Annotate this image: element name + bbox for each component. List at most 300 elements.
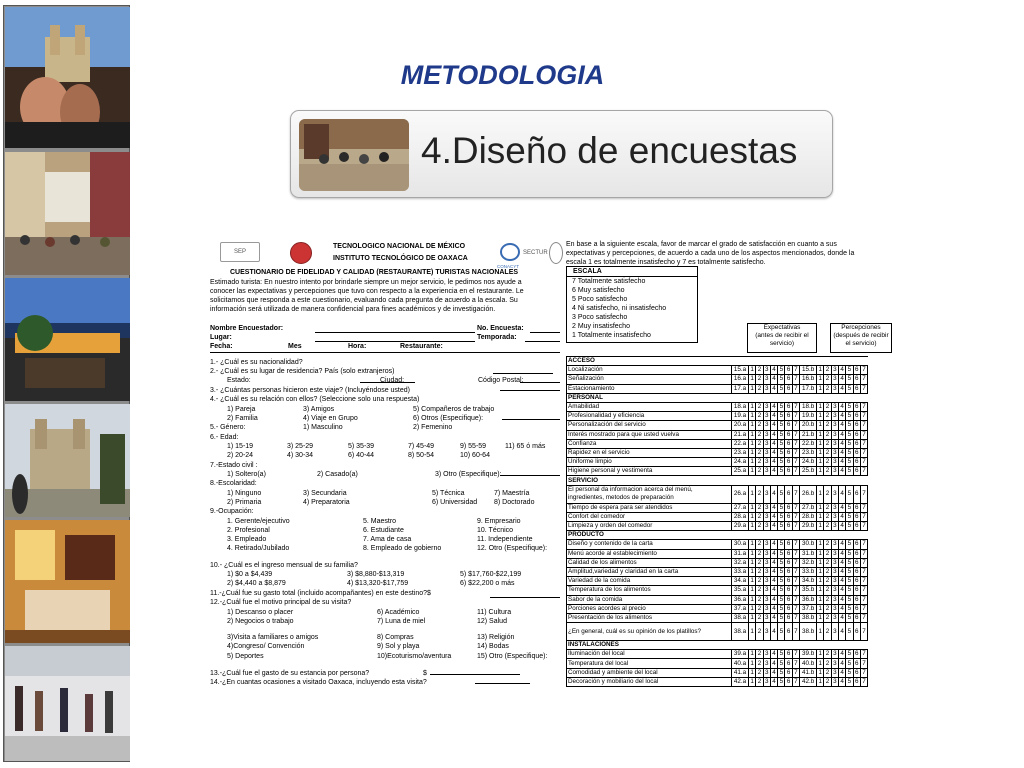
rating-cell[interactable]: 1	[818, 668, 822, 676]
rating-cell[interactable]: 3	[833, 577, 837, 585]
rating-cell[interactable]: 5	[779, 558, 784, 566]
rating-cell[interactable]: 1	[750, 613, 754, 621]
answer-line[interactable]	[520, 382, 560, 383]
rating-cell[interactable]: 3	[764, 448, 769, 456]
rating-cell[interactable]: 7	[794, 384, 798, 392]
rating-cell[interactable]: 1	[750, 604, 754, 612]
rating-cell[interactable]: 4	[840, 503, 844, 511]
rating-cell[interactable]: 7	[862, 558, 866, 566]
rating-cell[interactable]: 3	[833, 366, 837, 374]
rating-cell[interactable]: 4	[840, 430, 844, 438]
rating-cell[interactable]: 6	[786, 439, 791, 447]
rating-cell[interactable]: 4	[838, 485, 845, 503]
rating-cell[interactable]: 4	[840, 522, 844, 530]
rating-cell[interactable]: 3	[764, 384, 769, 392]
rating-cell[interactable]: 5	[779, 549, 784, 557]
rating-cell[interactable]: 5	[847, 512, 852, 520]
rating-cell[interactable]: 2	[757, 458, 762, 466]
rating-cell[interactable]: 7	[792, 623, 799, 641]
rating-cell[interactable]: 4	[772, 549, 776, 557]
rating-cell[interactable]: 2	[824, 623, 831, 641]
rating-cell[interactable]: 2	[757, 467, 762, 475]
rating-cell[interactable]: 5	[847, 412, 852, 420]
rating-cell[interactable]: 6	[853, 623, 860, 641]
lugar-line[interactable]	[315, 341, 475, 342]
rating-cell[interactable]: 5	[779, 659, 784, 667]
rating-cell[interactable]: 5	[847, 613, 852, 621]
rating-cell[interactable]: 5	[779, 448, 784, 456]
rating-cell[interactable]: 4	[840, 668, 844, 676]
rating-cell[interactable]: 2	[757, 439, 762, 447]
rating-cell[interactable]: 6	[786, 384, 791, 392]
rating-cell[interactable]: 6	[785, 623, 792, 641]
rating-cell[interactable]: 3	[831, 485, 838, 503]
rating-cell[interactable]: 4	[840, 595, 844, 603]
rating-cell[interactable]: 4	[840, 659, 844, 667]
rating-cell[interactable]: 7	[794, 604, 798, 612]
rating-cell[interactable]: 7	[862, 613, 866, 621]
rating-cell[interactable]: 7	[862, 458, 866, 466]
rating-cell[interactable]: 7	[862, 384, 866, 392]
rating-cell[interactable]: 1	[750, 430, 754, 438]
rating-cell[interactable]: 5	[847, 458, 852, 466]
rating-cell[interactable]: 6	[854, 366, 859, 374]
rating-cell[interactable]: 5	[847, 448, 852, 456]
rating-cell[interactable]: 1	[750, 568, 754, 576]
rating-cell[interactable]: 6	[786, 522, 791, 530]
rating-cell[interactable]: 1	[818, 540, 822, 548]
rating-cell[interactable]: 3	[763, 485, 770, 503]
rating-cell[interactable]: 2	[757, 549, 762, 557]
rating-cell[interactable]: 5	[847, 549, 852, 557]
rating-cell[interactable]: 6	[854, 448, 859, 456]
rating-cell[interactable]: 3	[764, 549, 769, 557]
rating-cell[interactable]: 3	[764, 512, 769, 520]
rating-cell[interactable]: 2	[757, 668, 762, 676]
answer-line[interactable]	[500, 390, 560, 391]
rating-cell[interactable]: 2	[757, 522, 762, 530]
rating-cell[interactable]: 1	[750, 503, 754, 511]
rating-cell[interactable]: 2	[825, 558, 830, 566]
rating-cell[interactable]: 6	[854, 604, 859, 612]
rating-cell[interactable]: 5	[779, 375, 784, 383]
rating-cell[interactable]: 7	[794, 448, 798, 456]
rating-cell[interactable]: 3	[764, 659, 769, 667]
rating-cell[interactable]: 1	[818, 467, 822, 475]
rating-cell[interactable]: 5	[779, 467, 784, 475]
rating-cell[interactable]: 2	[757, 558, 762, 566]
rating-cell[interactable]: 5	[847, 558, 852, 566]
rating-cell[interactable]: 2	[756, 623, 763, 641]
rating-cell[interactable]: 2	[825, 677, 830, 685]
rating-cell[interactable]: 7	[794, 403, 798, 411]
rating-cell[interactable]: 6	[786, 568, 791, 576]
rating-cell[interactable]: 5	[847, 604, 852, 612]
rating-cell[interactable]: 4	[772, 604, 776, 612]
rating-cell[interactable]: 4	[772, 650, 776, 658]
rating-cell[interactable]: 1	[818, 430, 822, 438]
rating-cell[interactable]: 7	[794, 503, 798, 511]
rating-cell[interactable]: 4	[772, 586, 776, 594]
rating-cell[interactable]: 1	[750, 577, 754, 585]
rating-cell[interactable]: 7	[862, 577, 866, 585]
rating-cell[interactable]: 2	[825, 595, 830, 603]
rating-cell[interactable]: 4	[772, 659, 776, 667]
rating-cell[interactable]: 1	[818, 549, 822, 557]
rating-cell[interactable]: 4	[772, 503, 776, 511]
rating-cell[interactable]: 4	[840, 412, 844, 420]
rating-cell[interactable]: 3	[833, 549, 837, 557]
rating-cell[interactable]: 6	[854, 595, 859, 603]
rating-cell[interactable]: 7	[794, 558, 798, 566]
rating-cell[interactable]: 2	[825, 577, 830, 585]
rating-cell[interactable]: 2	[825, 503, 830, 511]
rating-cell[interactable]: 5	[779, 668, 784, 676]
rating-cell[interactable]: 1	[750, 421, 754, 429]
rating-cell[interactable]: 7	[860, 623, 867, 641]
rating-cell[interactable]: 6	[854, 430, 859, 438]
rating-cell[interactable]: 1	[750, 467, 754, 475]
rating-cell[interactable]: 4	[772, 512, 776, 520]
rating-cell[interactable]: 6	[786, 448, 791, 456]
rating-cell[interactable]: 5	[779, 650, 784, 658]
rating-cell[interactable]: 2	[825, 586, 830, 594]
rating-cell[interactable]: 2	[825, 540, 830, 548]
rating-cell[interactable]: 6	[854, 586, 859, 594]
rating-cell[interactable]: 2	[825, 650, 830, 658]
rating-cell[interactable]: 4	[772, 366, 776, 374]
rating-cell[interactable]: 5	[847, 439, 852, 447]
rating-cell[interactable]: 4	[772, 558, 776, 566]
rating-cell[interactable]: 1	[818, 677, 822, 685]
answer-line[interactable]	[475, 683, 530, 684]
rating-cell[interactable]: 5	[779, 458, 784, 466]
rating-cell[interactable]: 1	[750, 512, 754, 520]
rating-cell[interactable]: 7	[862, 568, 866, 576]
answer-line[interactable]	[493, 373, 553, 374]
rating-cell[interactable]: 1	[818, 613, 822, 621]
rating-cell[interactable]: 3	[764, 503, 769, 511]
rating-cell[interactable]: 4	[770, 623, 777, 641]
rating-cell[interactable]: 7	[794, 668, 798, 676]
rating-cell[interactable]: 7	[862, 366, 866, 374]
rating-cell[interactable]: 4	[772, 412, 776, 420]
rating-cell[interactable]: 2	[757, 604, 762, 612]
rating-cell[interactable]: 6	[786, 577, 791, 585]
rating-cell[interactable]: 1	[818, 558, 822, 566]
rating-cell[interactable]: 6	[786, 668, 791, 676]
rating-cell[interactable]: 2	[825, 549, 830, 557]
answer-line[interactable]	[502, 419, 560, 420]
rating-cell[interactable]: 7	[794, 458, 798, 466]
rating-cell[interactable]: 3	[833, 522, 837, 530]
rating-cell[interactable]: 6	[786, 613, 791, 621]
rating-cell[interactable]: 2	[825, 604, 830, 612]
rating-cell[interactable]: 2	[825, 384, 830, 392]
rating-cell[interactable]: 2	[757, 448, 762, 456]
rating-cell[interactable]: 6	[786, 650, 791, 658]
rating-cell[interactable]: 2	[757, 512, 762, 520]
rating-cell[interactable]: 7	[862, 522, 866, 530]
rating-cell[interactable]: 1	[818, 412, 822, 420]
rating-cell[interactable]: 2	[757, 677, 762, 685]
rating-cell[interactable]: 5	[847, 430, 852, 438]
rating-cell[interactable]: 4	[772, 439, 776, 447]
rating-cell[interactable]: 2	[825, 448, 830, 456]
rating-cell[interactable]: 3	[764, 522, 769, 530]
rating-cell[interactable]: 7	[862, 430, 866, 438]
rating-cell[interactable]: 6	[786, 586, 791, 594]
rating-cell[interactable]: 3	[833, 613, 837, 621]
rating-cell[interactable]: 1	[818, 586, 822, 594]
rating-cell[interactable]: 6	[786, 403, 791, 411]
rating-cell[interactable]: 7	[862, 549, 866, 557]
rating-cell[interactable]: 7	[862, 467, 866, 475]
no-encuesta-line[interactable]	[530, 332, 560, 333]
rating-cell[interactable]: 7	[862, 650, 866, 658]
rating-cell[interactable]: 7	[862, 421, 866, 429]
rating-cell[interactable]: 7	[794, 430, 798, 438]
answer-line[interactable]	[500, 475, 560, 476]
rating-cell[interactable]: 4	[840, 586, 844, 594]
rating-cell[interactable]: 4	[772, 668, 776, 676]
rating-cell[interactable]: 4	[772, 384, 776, 392]
rating-cell[interactable]: 3	[833, 668, 837, 676]
rating-cell[interactable]: 3	[833, 384, 837, 392]
rating-cell[interactable]: 2	[757, 403, 762, 411]
encuestador-line[interactable]	[315, 332, 475, 333]
rating-cell[interactable]: 7	[794, 412, 798, 420]
rating-cell[interactable]: 6	[786, 412, 791, 420]
rating-cell[interactable]: 3	[764, 467, 769, 475]
rating-cell[interactable]: 2	[757, 568, 762, 576]
rating-cell[interactable]: 3	[764, 586, 769, 594]
rating-cell[interactable]: 3	[764, 613, 769, 621]
rating-cell[interactable]: 5	[779, 430, 784, 438]
rating-cell[interactable]: 7	[794, 439, 798, 447]
rating-cell[interactable]: 7	[862, 668, 866, 676]
rating-cell[interactable]: 3	[764, 668, 769, 676]
rating-cell[interactable]: 2	[757, 421, 762, 429]
rating-cell[interactable]: 4	[840, 613, 844, 621]
rating-cell[interactable]: 3	[833, 659, 837, 667]
rating-cell[interactable]: 1	[750, 595, 754, 603]
rating-cell[interactable]: 6	[854, 467, 859, 475]
rating-cell[interactable]: 3	[764, 677, 769, 685]
rating-cell[interactable]: 3	[764, 568, 769, 576]
rating-cell[interactable]: 1	[750, 549, 754, 557]
rating-cell[interactable]: 2	[757, 613, 762, 621]
rating-cell[interactable]: 7	[794, 586, 798, 594]
rating-cell[interactable]: 7	[862, 375, 866, 383]
rating-cell[interactable]: 7	[794, 467, 798, 475]
rating-cell[interactable]: 3	[764, 366, 769, 374]
rating-cell[interactable]: 5	[847, 586, 852, 594]
rating-cell[interactable]: 1	[818, 512, 822, 520]
rating-cell[interactable]: 4	[772, 458, 776, 466]
rating-cell[interactable]: 5	[847, 659, 852, 667]
rating-cell[interactable]: 7	[792, 485, 799, 503]
rating-cell[interactable]: 1	[750, 558, 754, 566]
rating-cell[interactable]: 4	[772, 577, 776, 585]
rating-cell[interactable]: 6	[854, 549, 859, 557]
rating-cell[interactable]: 7	[862, 604, 866, 612]
rating-cell[interactable]: 4	[840, 439, 844, 447]
rating-cell[interactable]: 1	[818, 595, 822, 603]
rating-cell[interactable]: 4	[840, 448, 844, 456]
rating-cell[interactable]: 4	[840, 366, 844, 374]
rating-cell[interactable]: 1	[750, 677, 754, 685]
rating-cell[interactable]: 6	[786, 421, 791, 429]
answer-line[interactable]	[430, 674, 520, 675]
rating-cell[interactable]: 5	[779, 577, 784, 585]
rating-cell[interactable]: 7	[794, 650, 798, 658]
rating-cell[interactable]: 6	[786, 366, 791, 374]
rating-cell[interactable]: 1	[818, 448, 822, 456]
rating-cell[interactable]: 3	[764, 375, 769, 383]
rating-cell[interactable]: 1	[750, 668, 754, 676]
rating-cell[interactable]: 3	[833, 467, 837, 475]
rating-cell[interactable]: 6	[786, 677, 791, 685]
rating-cell[interactable]: 2	[757, 577, 762, 585]
rating-cell[interactable]: 2	[757, 366, 762, 374]
rating-cell[interactable]: 3	[764, 558, 769, 566]
rating-cell[interactable]: 4	[772, 467, 776, 475]
rating-cell[interactable]: 3	[763, 623, 770, 641]
rating-cell[interactable]: 5	[778, 485, 785, 503]
rating-cell[interactable]: 5	[847, 522, 852, 530]
rating-cell[interactable]: 7	[862, 540, 866, 548]
rating-cell[interactable]: 6	[786, 430, 791, 438]
rating-cell[interactable]: 1	[818, 577, 822, 585]
rating-cell[interactable]: 1	[750, 375, 754, 383]
rating-cell[interactable]: 3	[833, 375, 837, 383]
rating-cell[interactable]: 1	[818, 458, 822, 466]
rating-cell[interactable]: 5	[847, 375, 852, 383]
rating-cell[interactable]: 5	[779, 677, 784, 685]
rating-cell[interactable]: 6	[786, 659, 791, 667]
rating-cell[interactable]: 2	[757, 650, 762, 658]
rating-cell[interactable]: 6	[786, 595, 791, 603]
temporada-line[interactable]	[525, 341, 560, 342]
rating-cell[interactable]: 3	[833, 512, 837, 520]
rating-cell[interactable]: 7	[862, 448, 866, 456]
rating-cell[interactable]: 4	[772, 595, 776, 603]
rating-cell[interactable]: 5	[779, 586, 784, 594]
rating-cell[interactable]: 7	[862, 586, 866, 594]
rating-cell[interactable]: 7	[794, 375, 798, 383]
rating-cell[interactable]: 1	[750, 540, 754, 548]
rating-cell[interactable]: 7	[862, 503, 866, 511]
rating-cell[interactable]: 2	[757, 586, 762, 594]
rating-cell[interactable]: 4	[838, 623, 845, 641]
rating-cell[interactable]: 6	[854, 522, 859, 530]
rating-cell[interactable]: 5	[779, 595, 784, 603]
rating-cell[interactable]: 7	[862, 512, 866, 520]
rating-cell[interactable]: 5	[779, 403, 784, 411]
rating-cell[interactable]: 1	[818, 659, 822, 667]
rating-cell[interactable]: 5	[847, 503, 852, 511]
rating-cell[interactable]: 7	[860, 485, 867, 503]
rating-cell[interactable]: 4	[840, 384, 844, 392]
rating-cell[interactable]: 1	[818, 503, 822, 511]
rating-cell[interactable]: 1	[750, 412, 754, 420]
rating-cell[interactable]: 7	[794, 659, 798, 667]
rating-cell[interactable]: 3	[833, 595, 837, 603]
rating-cell[interactable]: 1	[818, 604, 822, 612]
rating-cell[interactable]: 1	[750, 650, 754, 658]
rating-cell[interactable]: 6	[785, 485, 792, 503]
rating-cell[interactable]: 6	[854, 403, 859, 411]
rating-cell[interactable]: 2	[757, 384, 762, 392]
rating-cell[interactable]: 6	[854, 439, 859, 447]
rating-cell[interactable]: 3	[764, 403, 769, 411]
answer-line[interactable]	[360, 382, 415, 383]
rating-cell[interactable]: 1	[750, 384, 754, 392]
rating-cell[interactable]: 6	[854, 668, 859, 676]
rating-cell[interactable]: 2	[825, 439, 830, 447]
rating-cell[interactable]: 5	[847, 577, 852, 585]
rating-cell[interactable]: 3	[764, 412, 769, 420]
rating-cell[interactable]: 6	[854, 558, 859, 566]
rating-cell[interactable]: 4	[840, 558, 844, 566]
rating-cell[interactable]: 4	[772, 540, 776, 548]
rating-cell[interactable]: 5	[778, 623, 785, 641]
rating-cell[interactable]: 4	[840, 512, 844, 520]
rating-cell[interactable]: 5	[847, 403, 852, 411]
rating-cell[interactable]: 5	[779, 421, 784, 429]
rating-cell[interactable]: 4	[840, 650, 844, 658]
rating-cell[interactable]: 2	[824, 485, 831, 503]
rating-cell[interactable]: 2	[825, 668, 830, 676]
rating-cell[interactable]: 4	[772, 430, 776, 438]
rating-cell[interactable]: 6	[786, 375, 791, 383]
rating-cell[interactable]: 3	[833, 439, 837, 447]
rating-cell[interactable]: 6	[786, 604, 791, 612]
rating-cell[interactable]: 7	[862, 412, 866, 420]
rating-cell[interactable]: 1	[750, 586, 754, 594]
rating-cell[interactable]: 3	[764, 540, 769, 548]
rating-cell[interactable]: 4	[840, 375, 844, 383]
rating-cell[interactable]: 6	[854, 613, 859, 621]
rating-cell[interactable]: 5	[846, 485, 853, 503]
rating-cell[interactable]: 7	[794, 595, 798, 603]
rating-cell[interactable]: 1	[818, 375, 822, 383]
rating-cell[interactable]: 3	[833, 540, 837, 548]
rating-cell[interactable]: 5	[779, 512, 784, 520]
rating-cell[interactable]: 1	[750, 448, 754, 456]
answer-line[interactable]	[490, 597, 560, 598]
rating-cell[interactable]: 5	[847, 366, 852, 374]
rating-cell[interactable]: 3	[764, 595, 769, 603]
rating-cell[interactable]: 6	[854, 412, 859, 420]
rating-cell[interactable]: 4	[772, 448, 776, 456]
rating-cell[interactable]: 5	[779, 522, 784, 530]
rating-cell[interactable]: 2	[825, 512, 830, 520]
rating-cell[interactable]: 4	[840, 604, 844, 612]
rating-cell[interactable]: 4	[772, 403, 776, 411]
rating-cell[interactable]: 6	[854, 540, 859, 548]
rating-cell[interactable]: 2	[757, 412, 762, 420]
rating-cell[interactable]: 1	[817, 623, 824, 641]
rating-cell[interactable]: 2	[756, 485, 763, 503]
rating-cell[interactable]: 3	[764, 604, 769, 612]
rating-cell[interactable]: 3	[764, 577, 769, 585]
rating-cell[interactable]: 6	[786, 458, 791, 466]
rating-cell[interactable]: 5	[847, 568, 852, 576]
rating-cell[interactable]: 2	[825, 403, 830, 411]
rating-cell[interactable]: 7	[794, 522, 798, 530]
